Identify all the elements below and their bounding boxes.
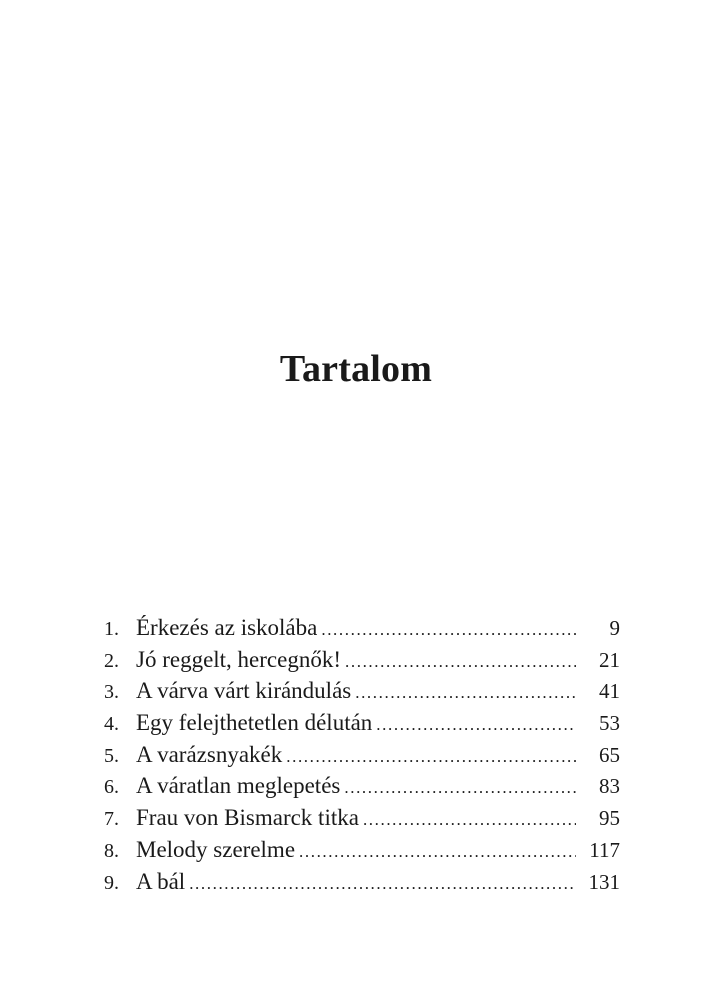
toc-entry-number: 9. [104,871,119,894]
page-title: Tartalom [279,348,433,390]
toc-entry-page: 9 [609,616,620,640]
toc-entry-number: 7. [104,808,119,831]
toc-entry-page: 131 [588,869,620,894]
toc-entry-page: 53 [599,711,620,736]
toc-entry-title: Melody szerelme [136,836,296,862]
toc-entry-number: 8. [104,839,119,862]
toc-entry-page: 83 [599,774,620,799]
toc-entry-number: 3. [104,681,119,704]
toc-entry-number: 2. [104,649,119,672]
toc-entry [104,802,620,834]
toc-dot-leader [189,868,576,900]
toc-entry-page: 21 [599,647,620,672]
toc-entry-title: Érkezés az iskolába [136,615,318,640]
toc-dot-leader [344,772,576,804]
toc-entry [104,675,620,707]
toc-dot-leader [363,804,576,836]
toc-entry [104,612,620,644]
toc-dot-leader [376,709,576,741]
toc-entry-number: 4. [104,713,119,736]
toc-entry-title: Jó reggelt, hercegnők! [136,646,342,672]
toc-dot-leader [321,614,576,646]
toc-entry [104,866,620,898]
toc-entry-page: 41 [599,679,620,704]
toc-dot-leader [355,677,576,709]
toc-entry [104,739,620,771]
toc-entry-page: 65 [599,742,620,767]
toc-entry-title: A váratlan meglepetés [136,773,341,799]
toc-entry-title: Frau von Bismarck titka [136,805,359,831]
toc-entry-title: A várva várt kirándulás [136,678,352,704]
toc-dot-leader [345,646,576,678]
toc-entry [104,644,620,676]
toc-entry-title: A bál [136,868,186,894]
toc-entry [104,707,620,739]
toc-entry-number: 5. [104,744,119,767]
table-of-contents [104,612,620,897]
toc-dot-leader [299,836,576,868]
toc-dot-leader [286,741,576,773]
toc-entry [104,770,620,802]
toc-entry-page: 95 [599,806,620,831]
toc-entry-title: A varázsnyakék [136,741,283,767]
toc-entry-page: 117 [589,837,620,862]
toc-entry-number: 1. [104,618,119,640]
toc-entry-title: Egy felejthetetlen délután [136,710,373,736]
toc-entry [104,834,620,866]
toc-entry-number: 6. [104,776,119,799]
